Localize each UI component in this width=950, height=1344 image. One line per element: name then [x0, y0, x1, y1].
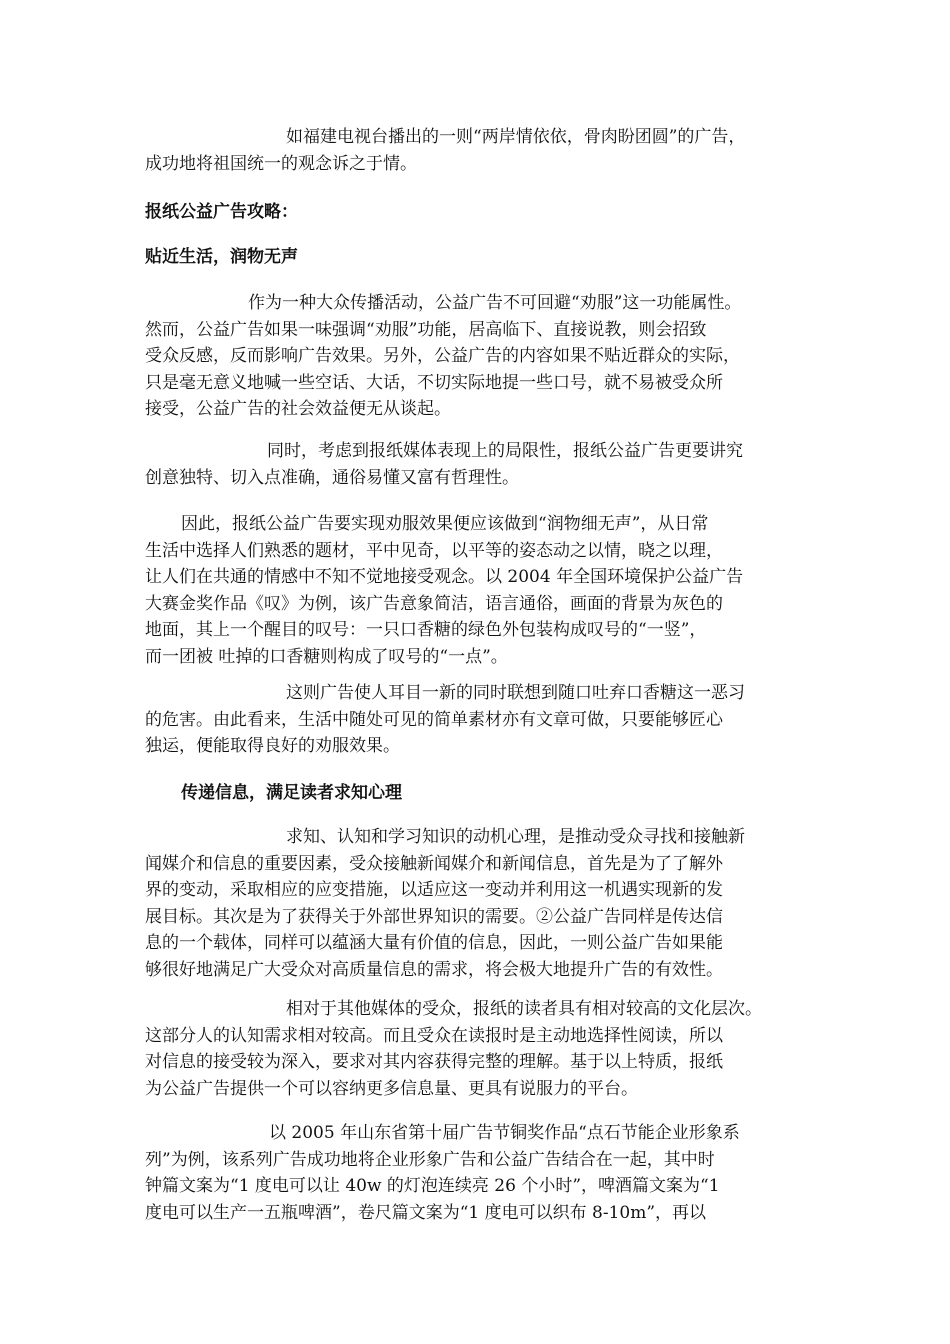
text-line: 这部分人的认知需求相对较高。而且受众在读报时是主动地选择性阅读，所以: [145, 1025, 723, 1046]
text-line: 度电可以生产一五瓶啤酒”，卷尺篇文案为“1 度电可以织布 8-10m”，再以: [145, 1202, 707, 1223]
paragraph-4: [145, 511, 815, 670]
text-line: 同时，考虑到报纸媒体表现上的局限性，报纸公益广告更要讲究: [267, 441, 743, 461]
text-line: 闻媒介和信息的重要因素，受众接触新闻媒介和新闻信息，首先是为了了解外: [145, 853, 723, 874]
text-line: 为公益广告提供一个可以容纳更多信息量、更具有说服力的平台。: [145, 1078, 638, 1099]
text-line: 受众反感，反而影响广告效果。另外，公益广告的内容如果不贴近群众的实际，: [145, 346, 740, 366]
text-line: 展目标。其次是为了获得关于外部世界知识的需要。②公益广告同样是传达信: [145, 906, 723, 927]
text-line: 大赛金奖作品《叹》为例，该广告意象简洁，语言通俗，画面的背景为灰色的: [145, 593, 723, 614]
text-line: 求知、认知和学习知识的动机心理，是推动受众寻找和接触新: [286, 827, 745, 847]
text-line: 的危害。由此看来，生活中随处可见的简单素材亦有文章可做，只要能够匠心: [145, 709, 723, 730]
text-line: 然而，公益广告如果一味强调“劝服”功能，居高临下、直接说教，则会招致: [145, 319, 707, 340]
text-line: 只是毫无意义地喊一些空话、大话，不切实际地提一些口号，就不易被受众所: [145, 372, 723, 393]
text-line: 接受，公益广告的社会效益便无从谈起。: [145, 399, 451, 419]
text-line: 因此，报纸公益广告要实现劝服效果便应该做到“润物细无声”，从日常: [181, 514, 709, 534]
heading-text: 报纸公益广告攻略：: [145, 202, 298, 222]
heading-text: 传递信息，满足读者求知心理: [181, 783, 402, 803]
text-line: 够很好地满足广大受众对高质量信息的需求，将会极大地提升广告的有效性。: [145, 959, 723, 980]
text-line: 作为一种大众传播活动，公益广告不可回避“劝服”这一功能属性。: [248, 293, 742, 313]
section-heading-2: [145, 244, 815, 271]
text-line: 独运，便能取得良好的劝服效果。: [145, 736, 400, 756]
text-line: 息的一个载体，同样可以蕴涵大量有价值的信息，因此，一则公益广告如果能: [145, 933, 723, 953]
paragraph-3: [145, 438, 815, 491]
text-line: 列”为例，该系列广告成功地将企业形象广告和公益广告结合在一起，其中时: [145, 1149, 715, 1170]
heading-text: 贴近生活，润物无声: [145, 247, 298, 267]
section-heading-3: [145, 780, 815, 807]
text-line: 生活中选择人们熟悉的题材，平中见奇，以平等的姿态动之以情，晓之以理，: [145, 540, 723, 561]
text-line: 这则广告使人耳目一新的同时联想到随口吐弃口香糖这一恶习: [286, 683, 745, 703]
text-line: 创意独特、切入点准确，通俗易懂又富有哲理性。: [145, 467, 519, 488]
text-line: 如福建电视台播出的一则“两岸情依依，骨肉盼团圆”的广告，: [286, 127, 746, 147]
text-line: 而一团被 吐掉的口香糖则构成了叹号的“一点”。: [145, 646, 508, 667]
text-line: 地面，其上一个醒目的叹号：一只口香糖的绿色外包装构成叹号的“一竖”，: [145, 620, 707, 640]
paragraph-1: [145, 124, 815, 177]
text-line: 让人们在共通的情感中不知不觉地接受观念。以 2004 年全国环境保护公益广告: [145, 567, 744, 587]
text-line: 钟篇文案为“1 度电可以让 40w 的灯泡连续亮 26 个小时”，啤酒篇文案为“1: [145, 1176, 720, 1196]
section-heading-1: [145, 199, 815, 226]
text-line: 以 2005 年山东省第十届广告节铜奖作品“点石节能企业形象系: [269, 1123, 740, 1143]
text-line: 界的变动，采取相应的应变措施，以适应这一变动并利用这一机遇实现新的发: [145, 880, 723, 900]
text-line: 对信息的接受较为深入，要求对其内容获得完整的理解。基于以上特质，报纸: [145, 1052, 723, 1072]
paragraph-5: [145, 680, 815, 760]
paragraph-6: [145, 824, 815, 983]
paragraph-7: [145, 996, 815, 1102]
paragraph-2: [145, 290, 815, 423]
text-line: 成功地将祖国统一的观念诉之于情。: [145, 153, 417, 174]
paragraph-8: [145, 1120, 815, 1226]
text-line: 相对于其他媒体的受众，报纸的读者具有相对较高的文化层次。: [286, 999, 762, 1019]
